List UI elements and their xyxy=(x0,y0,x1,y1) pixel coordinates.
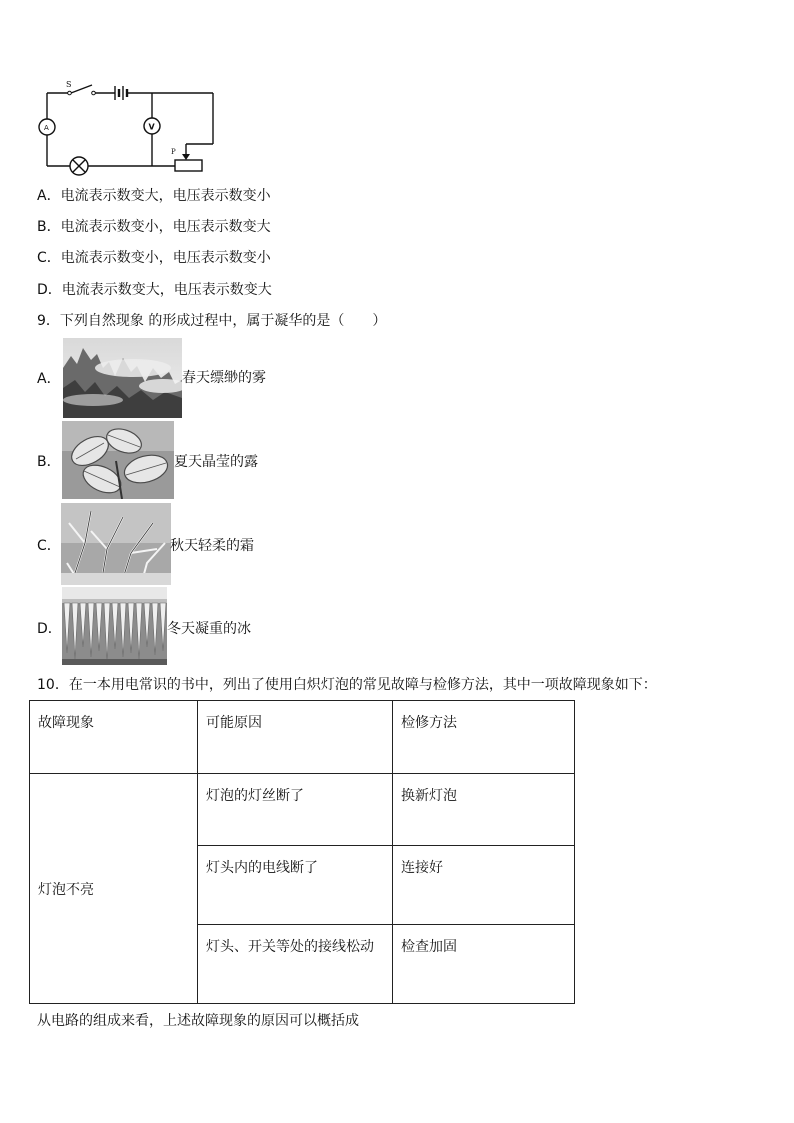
phenomenon-cell: 灯泡不亮 xyxy=(30,774,198,1004)
q8-option-b-letter: B． xyxy=(37,219,61,235)
circuit-diagram xyxy=(30,76,230,176)
fault-table xyxy=(29,700,575,1004)
switch-label: S xyxy=(66,80,72,89)
q8-option-a-text: 电流表示数变大，电压表示数变小 xyxy=(60,188,271,204)
q8-option-d-letter: D． xyxy=(37,282,62,298)
q9-option-c-letter: C． xyxy=(37,538,61,554)
voltmeter-label: V xyxy=(148,122,155,132)
slider-label: P xyxy=(171,148,176,156)
q9-option-b-letter: B． xyxy=(37,454,61,470)
q9-question: 9．下列自然现象 的形成过程中，属于凝华的是（ ） xyxy=(37,313,387,329)
header-fix: 检修方法 xyxy=(393,701,575,774)
header-cause: 可能原因 xyxy=(198,701,393,774)
q8-option-d-text: 电流表示数变大，电压表示数变大 xyxy=(61,282,272,298)
table-row xyxy=(30,774,575,846)
q9-option-a-caption: 春天缥缈的雾 xyxy=(182,370,266,386)
cause-cell: 灯头内的电线断了 xyxy=(198,846,393,925)
fix-cell: 换新灯泡 xyxy=(393,774,575,846)
q9-option-a-letter: A． xyxy=(37,371,61,387)
q8-option-b xyxy=(37,218,271,236)
q8-option-d xyxy=(37,281,272,299)
cause-cell: 灯头、开关等处的接线松动 xyxy=(198,925,393,1004)
q9-option-c-caption: 秋天轻柔的霜 xyxy=(170,538,254,554)
fix-cell: 连接好 xyxy=(393,846,575,925)
ammeter-label: A xyxy=(44,124,49,132)
q8-option-a xyxy=(37,187,271,205)
frost-branches-image xyxy=(61,503,171,585)
table-header-row xyxy=(30,701,575,774)
fix-cell: 检查加固 xyxy=(393,925,575,1004)
icicles-image xyxy=(62,587,167,665)
q8-option-b-text: 电流表示数变小，电压表示数变大 xyxy=(60,219,271,235)
q9-option-b-caption: 夏天晶莹的露 xyxy=(174,454,258,470)
q8-option-c-text: 电流表示数变小，电压表示数变小 xyxy=(60,250,271,266)
q8-option-a-letter: A． xyxy=(37,188,61,204)
header-phenomenon: 故障现象 xyxy=(30,701,198,774)
q10-intro: 10．在一本用电常识的书中，列出了使用白炽灯泡的常见故障与检修方法，其中一项故障现象如下： xyxy=(37,677,657,693)
q8-option-c-letter: C． xyxy=(37,250,61,266)
q10-followup: 从电路的组成来看，上述故障现象的原因可以概括成 xyxy=(37,1013,359,1029)
cause-cell: 灯泡的灯丝断了 xyxy=(198,774,393,846)
q9-option-d-letter: D． xyxy=(37,621,62,637)
q8-option-c xyxy=(37,249,271,267)
dew-leaves-image xyxy=(62,421,174,499)
q9-option-d-caption: 冬天凝重的冰 xyxy=(167,621,251,637)
fog-mountains-image xyxy=(63,338,182,418)
